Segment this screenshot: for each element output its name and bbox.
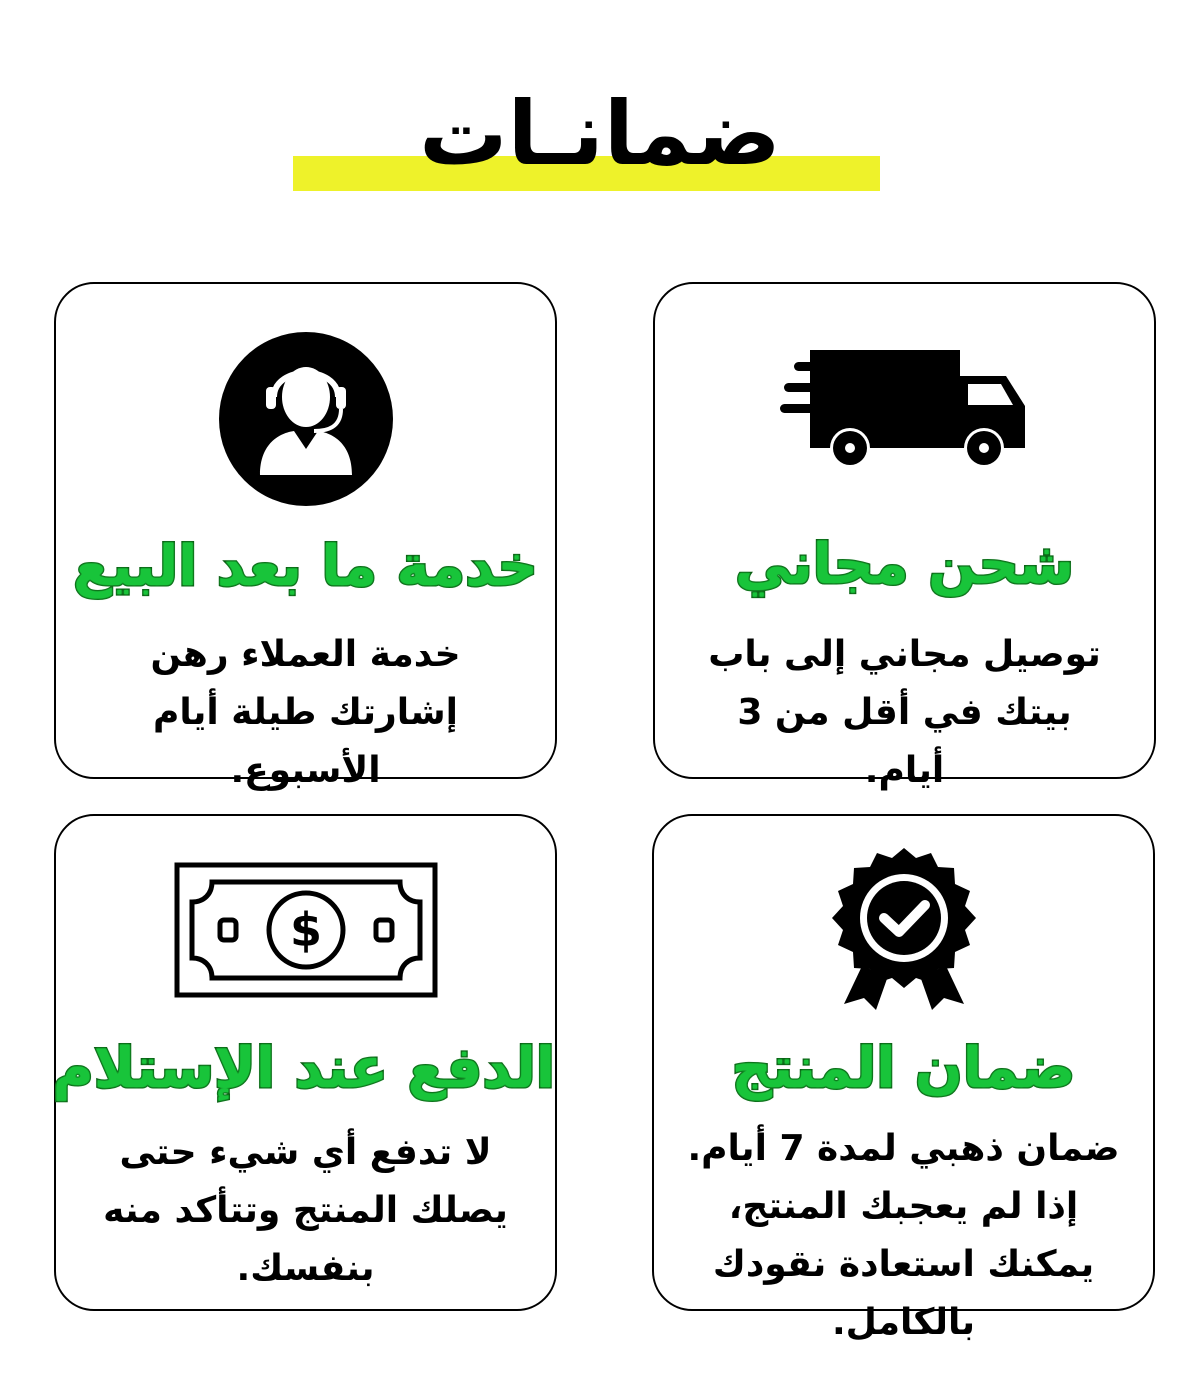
- card-heading: الدفع عند الإستلام: [52, 1036, 555, 1101]
- page-title: ضمانـات: [419, 82, 781, 185]
- card-heading: شحن مجاني: [734, 532, 1075, 597]
- badge-check-icon: [654, 848, 1153, 1010]
- card-cash-on-delivery: [54, 814, 557, 1311]
- banknote-dollar-icon: [56, 862, 555, 998]
- truck-icon: [655, 350, 1154, 470]
- support-agent-icon: [56, 331, 555, 507]
- card-description: لا تدفع أي شيء حتى يصلك المنتج وتتأكد منه بنفسك.: [103, 1132, 508, 1289]
- card-description: خدمة العملاء رهن إشارتك طيلة أيام الأسبوع.: [150, 634, 461, 791]
- card-description: توصيل مجاني إلى باب بيتك في أقل من 3 أيام.: [708, 634, 1101, 791]
- card-product-guarantee: [652, 814, 1155, 1343]
- card-free-shipping: [653, 282, 1156, 791]
- page-header: [0, 0, 1200, 200]
- card-heading: خدمة ما بعد البيع: [73, 534, 538, 599]
- card-after-sales-service: [54, 282, 557, 791]
- card-heading: ضمان المنتج: [731, 1036, 1076, 1101]
- card-description: ضمان ذهبي لمدة 7 أيام. إذا لم يعجبك المنتج، يمكنك استعادة نقودك بالكامل.: [687, 1128, 1120, 1343]
- svg-text:$: $: [289, 903, 322, 957]
